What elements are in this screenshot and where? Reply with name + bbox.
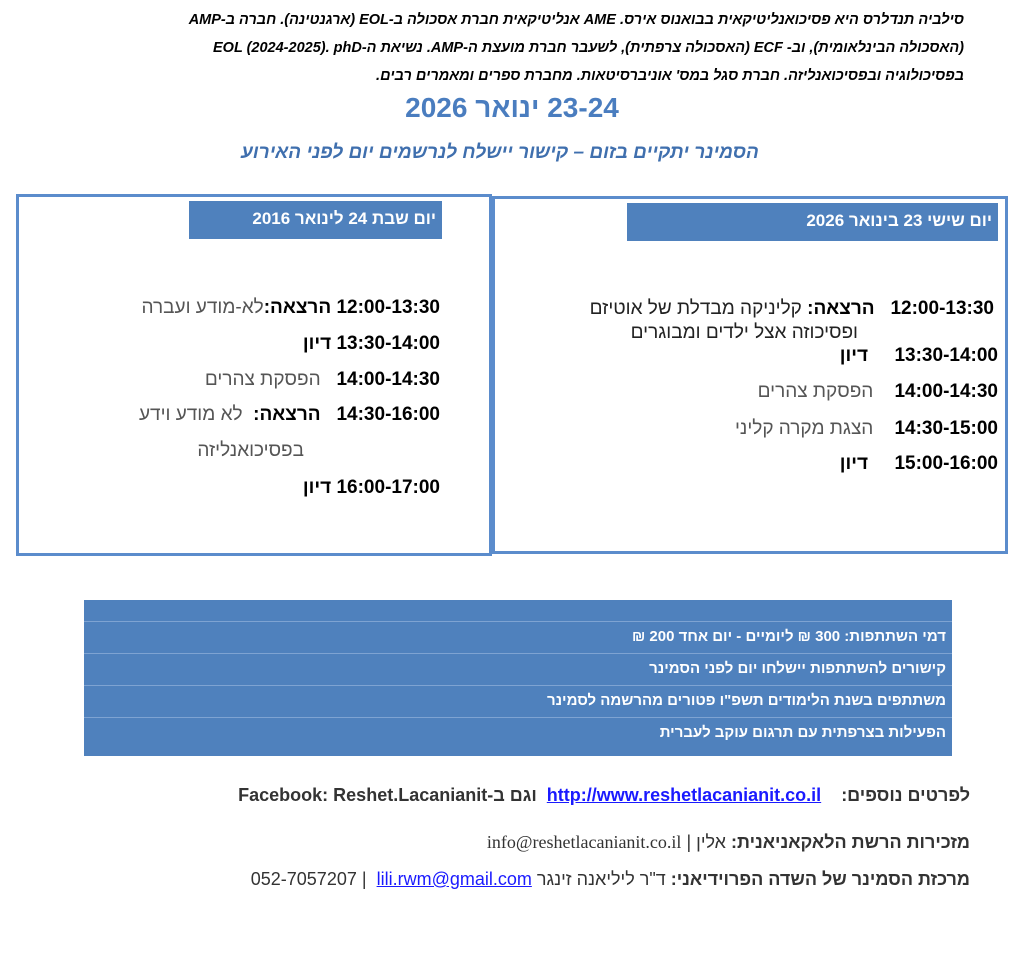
bio-line: סילביה תנדלרס היא פסיכואנליטיקאית בבואנוס אירס. AME אנליטיקאית חברת אסכולה ב-EOL (ארגנטינה). חברה ב-AMP (188, 12, 964, 28)
info-line-language: הפעילות בצרפתית עם תרגום עוקב לעברית (84, 717, 952, 749)
details-label: לפרטים נוספים: (841, 785, 970, 805)
coordinator-label: מרכזת הסמינר של השדה הפרוידיאני: (670, 869, 970, 889)
friday-row-4 (735, 418, 998, 440)
row-text: לא מודע וידע (138, 404, 243, 425)
facebook-name: Reshet.Lacanianit (333, 785, 488, 805)
friday-row-1-cont (631, 322, 858, 344)
saturday-header: יום שבת 24 לינואר 2016 (189, 201, 442, 239)
row-time: 14:30-16:00 (336, 404, 440, 425)
row-time: 13:30-14:00 (336, 333, 440, 354)
row-keyword: דיון (302, 477, 332, 498)
friday-row-2 (840, 345, 998, 367)
row-text-cont: ופסיכוזה אצל ילדים ומבוגרים (630, 322, 858, 343)
bio-line: (האסכולה הבינלאומית), וב- ECF (האסכולה צרפתית), לשעבר חברת מועצת ה-AMP. נשיאת ה-EOL (2024-2025). phD (213, 40, 964, 56)
friday-row-5 (840, 453, 998, 475)
coordinator-email-link[interactable]: lili.rwm@gmail.com (376, 869, 532, 889)
friday-schedule-box (492, 196, 1008, 554)
friday-row-3 (758, 381, 998, 403)
saturday-row-4 (139, 404, 440, 426)
info-line-exempt: משתתפים בשנת הלימודים תשפ"ו פטורים מהרשמה לסמינר (84, 685, 952, 717)
coordinator-line (251, 869, 970, 890)
row-time: 12:00-13:30 (890, 298, 994, 319)
row-keyword: הרצאה: (263, 297, 332, 318)
saturday-row-4-cont (197, 440, 304, 462)
row-time: 14:00-14:30 (894, 381, 998, 402)
info-band (84, 600, 952, 756)
secretary-email[interactable]: info@reshetlacanianit.co.il (486, 832, 682, 852)
row-text-cont: בפסיכואנליזה (197, 440, 304, 461)
row-keyword: דיון (839, 345, 869, 366)
row-text: הצגת מקרה קליני (734, 418, 874, 439)
bio-line: בפסיכולוגיה ובפסיכואנליזה. חברת סגל במס' אוניברסיטאות. מחברת ספרים ומאמרים רבים. (376, 68, 964, 84)
row-text: קליניקה מבדלת של אוטיזם (589, 298, 802, 319)
coordinator-phone: 052-7057207 (250, 869, 357, 889)
separator: | (361, 869, 367, 889)
row-text: הפסקת צהרים (204, 369, 321, 390)
website-link[interactable]: http://www.reshetlacanianit.co.il (546, 785, 822, 805)
saturday-row-3 (205, 369, 440, 391)
row-time: 14:30-15:00 (894, 418, 998, 439)
speaker-bio (30, 6, 964, 90)
row-time: 15:00-16:00 (894, 453, 998, 474)
event-dates-title: 23-24 ינואר 2026 (405, 92, 619, 123)
row-keyword: דיון (839, 453, 869, 474)
row-time: 14:00-14:30 (336, 369, 440, 390)
row-keyword: הרצאה: (253, 404, 321, 425)
secretary-label: מזכירות הרשת הלאקאניאנית: (731, 832, 970, 852)
zoom-note: הסמינר יתקיים בזום – קישור יישלח לנרשמים יום לפני האירוע (241, 142, 759, 163)
info-line-fee: דמי השתתפות: 300 ₪ ליומיים - יום אחד 200 ₪ (84, 621, 952, 653)
row-keyword: דיון (302, 333, 332, 354)
separator: | (686, 832, 692, 852)
details-line (238, 785, 970, 806)
saturday-row-2 (303, 333, 440, 355)
info-line-links: קישורים להשתתפות יישלחו יום לפני הסמינר (84, 653, 952, 685)
facebook-prefix: וגם ב-Facebook: (238, 785, 537, 805)
row-time: 16:00-17:00 (336, 477, 440, 498)
secretary-line (487, 832, 970, 853)
secretary-name: אלין (696, 832, 726, 852)
row-text: לא-מודע ועברה (141, 297, 264, 318)
row-time: 12:00-13:30 (336, 297, 440, 318)
row-keyword: הרצאה: (807, 298, 875, 319)
friday-header: יום שישי 23 בינואר 2026 (627, 203, 998, 241)
row-time: 13:30-14:00 (894, 345, 998, 366)
row-text: הפסקת צהרים (757, 381, 874, 402)
saturday-row-5 (303, 477, 440, 499)
friday-row-1 (590, 298, 994, 320)
saturday-row-1 (142, 297, 440, 319)
coordinator-name: ד"ר ליליאנה זינגר (536, 869, 666, 889)
